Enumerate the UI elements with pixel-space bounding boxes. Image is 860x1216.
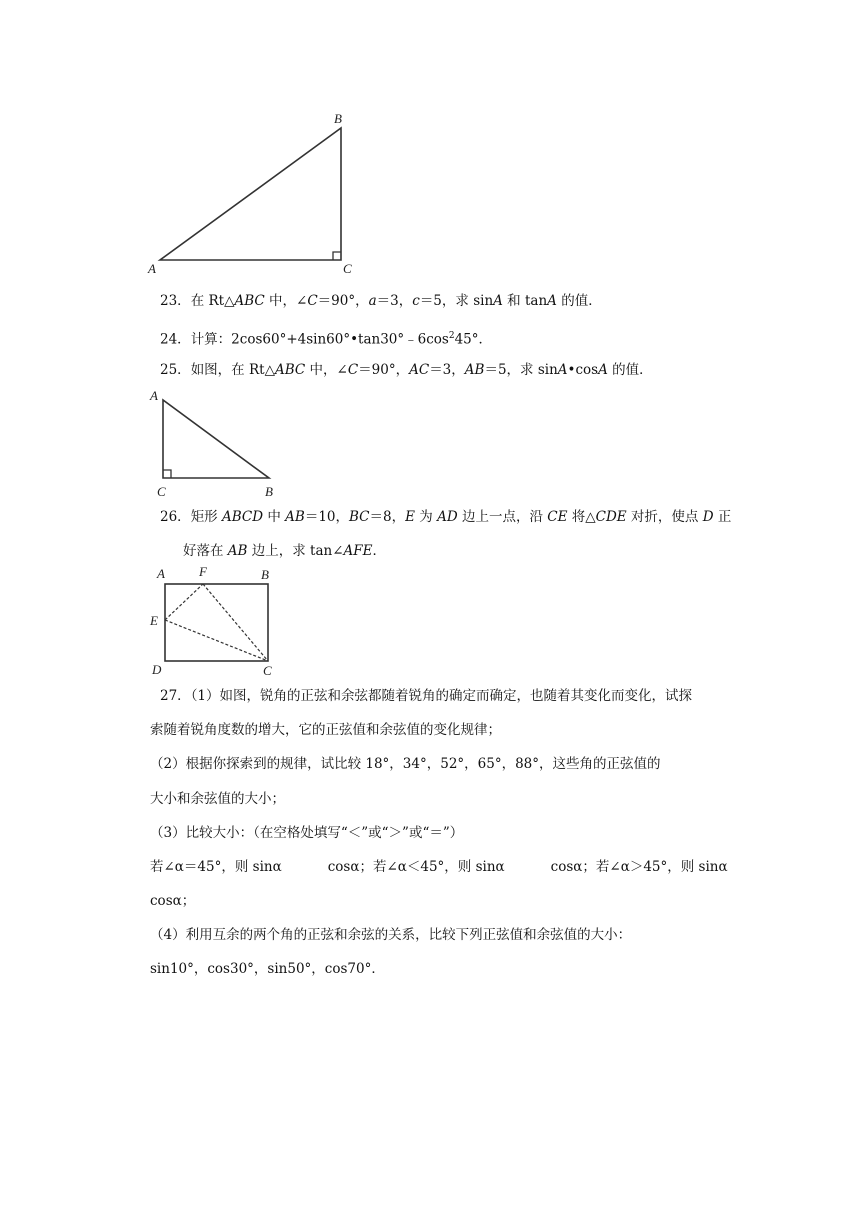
vertex-label-a: A xyxy=(148,261,156,276)
question-27-part-2-line-2 xyxy=(150,789,285,809)
text: 矩形 xyxy=(190,509,222,525)
text: A xyxy=(493,293,503,309)
text: 如图，在 Rt△ xyxy=(190,362,275,378)
text: E xyxy=(405,509,415,525)
text: ＝5，求 sin xyxy=(419,293,494,309)
question-number: 24． xyxy=(160,331,191,348)
text: 将△ xyxy=(567,509,596,525)
question-number: 25． xyxy=(160,362,191,378)
text: C xyxy=(347,362,359,378)
text: c xyxy=(412,293,420,309)
text: AB xyxy=(285,509,305,525)
text: ＝3， xyxy=(376,293,413,309)
text: CE xyxy=(547,509,568,525)
text: 正 xyxy=(713,509,732,525)
segment-fc xyxy=(203,584,268,661)
question-number: 23． xyxy=(160,293,191,309)
text: ＝90°， xyxy=(317,293,369,309)
question-27-part-4-line-2 xyxy=(150,959,385,979)
right-angle-mark xyxy=(333,252,341,260)
vertex-label-a: A xyxy=(157,566,165,581)
text: ＝3， xyxy=(429,362,465,378)
figure-triangle-abc-small xyxy=(145,386,285,501)
triangle-abc xyxy=(163,400,269,478)
text: 计算：2cos60°+4sin60°•tan30°﹣6cos xyxy=(190,331,449,348)
text: 中，∠ xyxy=(264,293,308,309)
question-25 xyxy=(160,360,653,380)
text: AB xyxy=(227,543,248,559)
triangle-abc xyxy=(160,128,341,260)
question-number: 26． xyxy=(160,509,191,525)
vertex-label-a: A xyxy=(150,388,158,403)
text: 索随着锐角度数的增大，它的正弦值和余弦值的变化规律； xyxy=(150,722,501,738)
superscript: 2 xyxy=(448,331,455,341)
vertex-label-d: D xyxy=(152,662,162,677)
text: ABC xyxy=(274,362,306,378)
text: CDE xyxy=(595,509,627,525)
vertex-label-b: B xyxy=(261,567,269,582)
vertex-label-c: C xyxy=(343,261,352,276)
text: 在 Rt△ xyxy=(190,293,235,309)
text: 大小和余弦值的大小； xyxy=(150,791,285,807)
right-angle-mark xyxy=(163,470,171,478)
text: A xyxy=(547,293,557,309)
text: ＝5，求 sin xyxy=(484,362,558,378)
question-27-line-1 xyxy=(160,686,692,706)
text: 边上，求 tan∠ xyxy=(247,543,344,559)
text: ABCD xyxy=(221,509,264,525)
text: 的值． xyxy=(607,362,653,378)
vertex-label-b: B xyxy=(265,484,273,499)
text: cosα；若∠α＜45°，则 sinα xyxy=(327,859,505,875)
text: D xyxy=(702,509,714,525)
text: AFE xyxy=(343,543,373,559)
vertex-label-c: C xyxy=(263,663,272,678)
text: （1）如图，锐角的正弦和余弦都随着锐角的确定而确定，也随着其变化而变化，试探 xyxy=(190,688,693,704)
text: 边上一点，沿 xyxy=(457,509,548,525)
figure-rectangle-abcd-fold xyxy=(145,562,285,680)
question-26-line-1 xyxy=(160,507,731,527)
text: ． xyxy=(372,543,387,559)
text: 中 xyxy=(263,509,286,525)
question-27-part-3-line-1 xyxy=(150,823,463,843)
text: （4）利用互余的两个角的正弦和余弦的关系，比较下列正弦值和余弦值的大小： xyxy=(150,927,632,943)
text: AB xyxy=(464,362,485,378)
question-27-part-3-line-2 xyxy=(150,857,728,877)
question-27-part-3-line-3 xyxy=(150,891,195,911)
question-27-line-2 xyxy=(150,720,501,740)
text: cosα；若∠α＞45°，则 sinα xyxy=(550,859,728,875)
text: 和 tan xyxy=(502,293,548,309)
text: AD xyxy=(437,509,458,525)
text: 中，∠ xyxy=(305,362,348,378)
vertex-label-f: F xyxy=(199,564,207,579)
vertex-label-c: C xyxy=(157,484,166,499)
text: A xyxy=(598,362,608,378)
question-24 xyxy=(160,326,492,350)
vertex-label-e: E xyxy=(150,613,158,628)
text: C xyxy=(307,293,318,309)
segment-ef xyxy=(165,584,203,620)
text: 对折，使点 xyxy=(626,509,703,525)
question-27-part-4-line-1 xyxy=(150,925,631,945)
vertex-label-b: B xyxy=(334,111,342,126)
text: ＝8， xyxy=(369,509,406,525)
text: ABC xyxy=(234,293,265,309)
question-23 xyxy=(160,291,602,311)
text: ＝10， xyxy=(304,509,350,525)
question-number: 27． xyxy=(160,688,191,704)
text: A xyxy=(557,362,568,378)
text: （3）比较大小：（在空格处填写“＜”或“＞”或“＝”） xyxy=(150,825,464,841)
text: 的值． xyxy=(556,293,602,309)
text: 好落在 xyxy=(183,543,228,559)
text: （2）根据你探索到的规律，试比较 18°，34°，52°，65°，88°，这些角的正弦值的 xyxy=(150,756,661,772)
text: 若∠α＝45°，则 sinα xyxy=(150,859,282,875)
text: AC xyxy=(409,362,430,378)
text: sin10°，cos30°，sin50°，cos70°． xyxy=(150,961,385,977)
text: BC xyxy=(349,509,370,525)
fold-line-ce xyxy=(165,620,268,661)
text: cosα； xyxy=(150,893,196,909)
text: 45°． xyxy=(454,331,493,348)
text: •cos xyxy=(567,362,599,378)
question-27-part-2-line-1 xyxy=(150,754,661,774)
text: 为 xyxy=(414,509,438,525)
figure-triangle-abc-large xyxy=(140,105,370,280)
rectangle-abcd xyxy=(165,584,268,661)
text: a xyxy=(368,293,377,309)
text: ＝90°， xyxy=(358,362,410,378)
question-26-line-2 xyxy=(183,541,386,561)
